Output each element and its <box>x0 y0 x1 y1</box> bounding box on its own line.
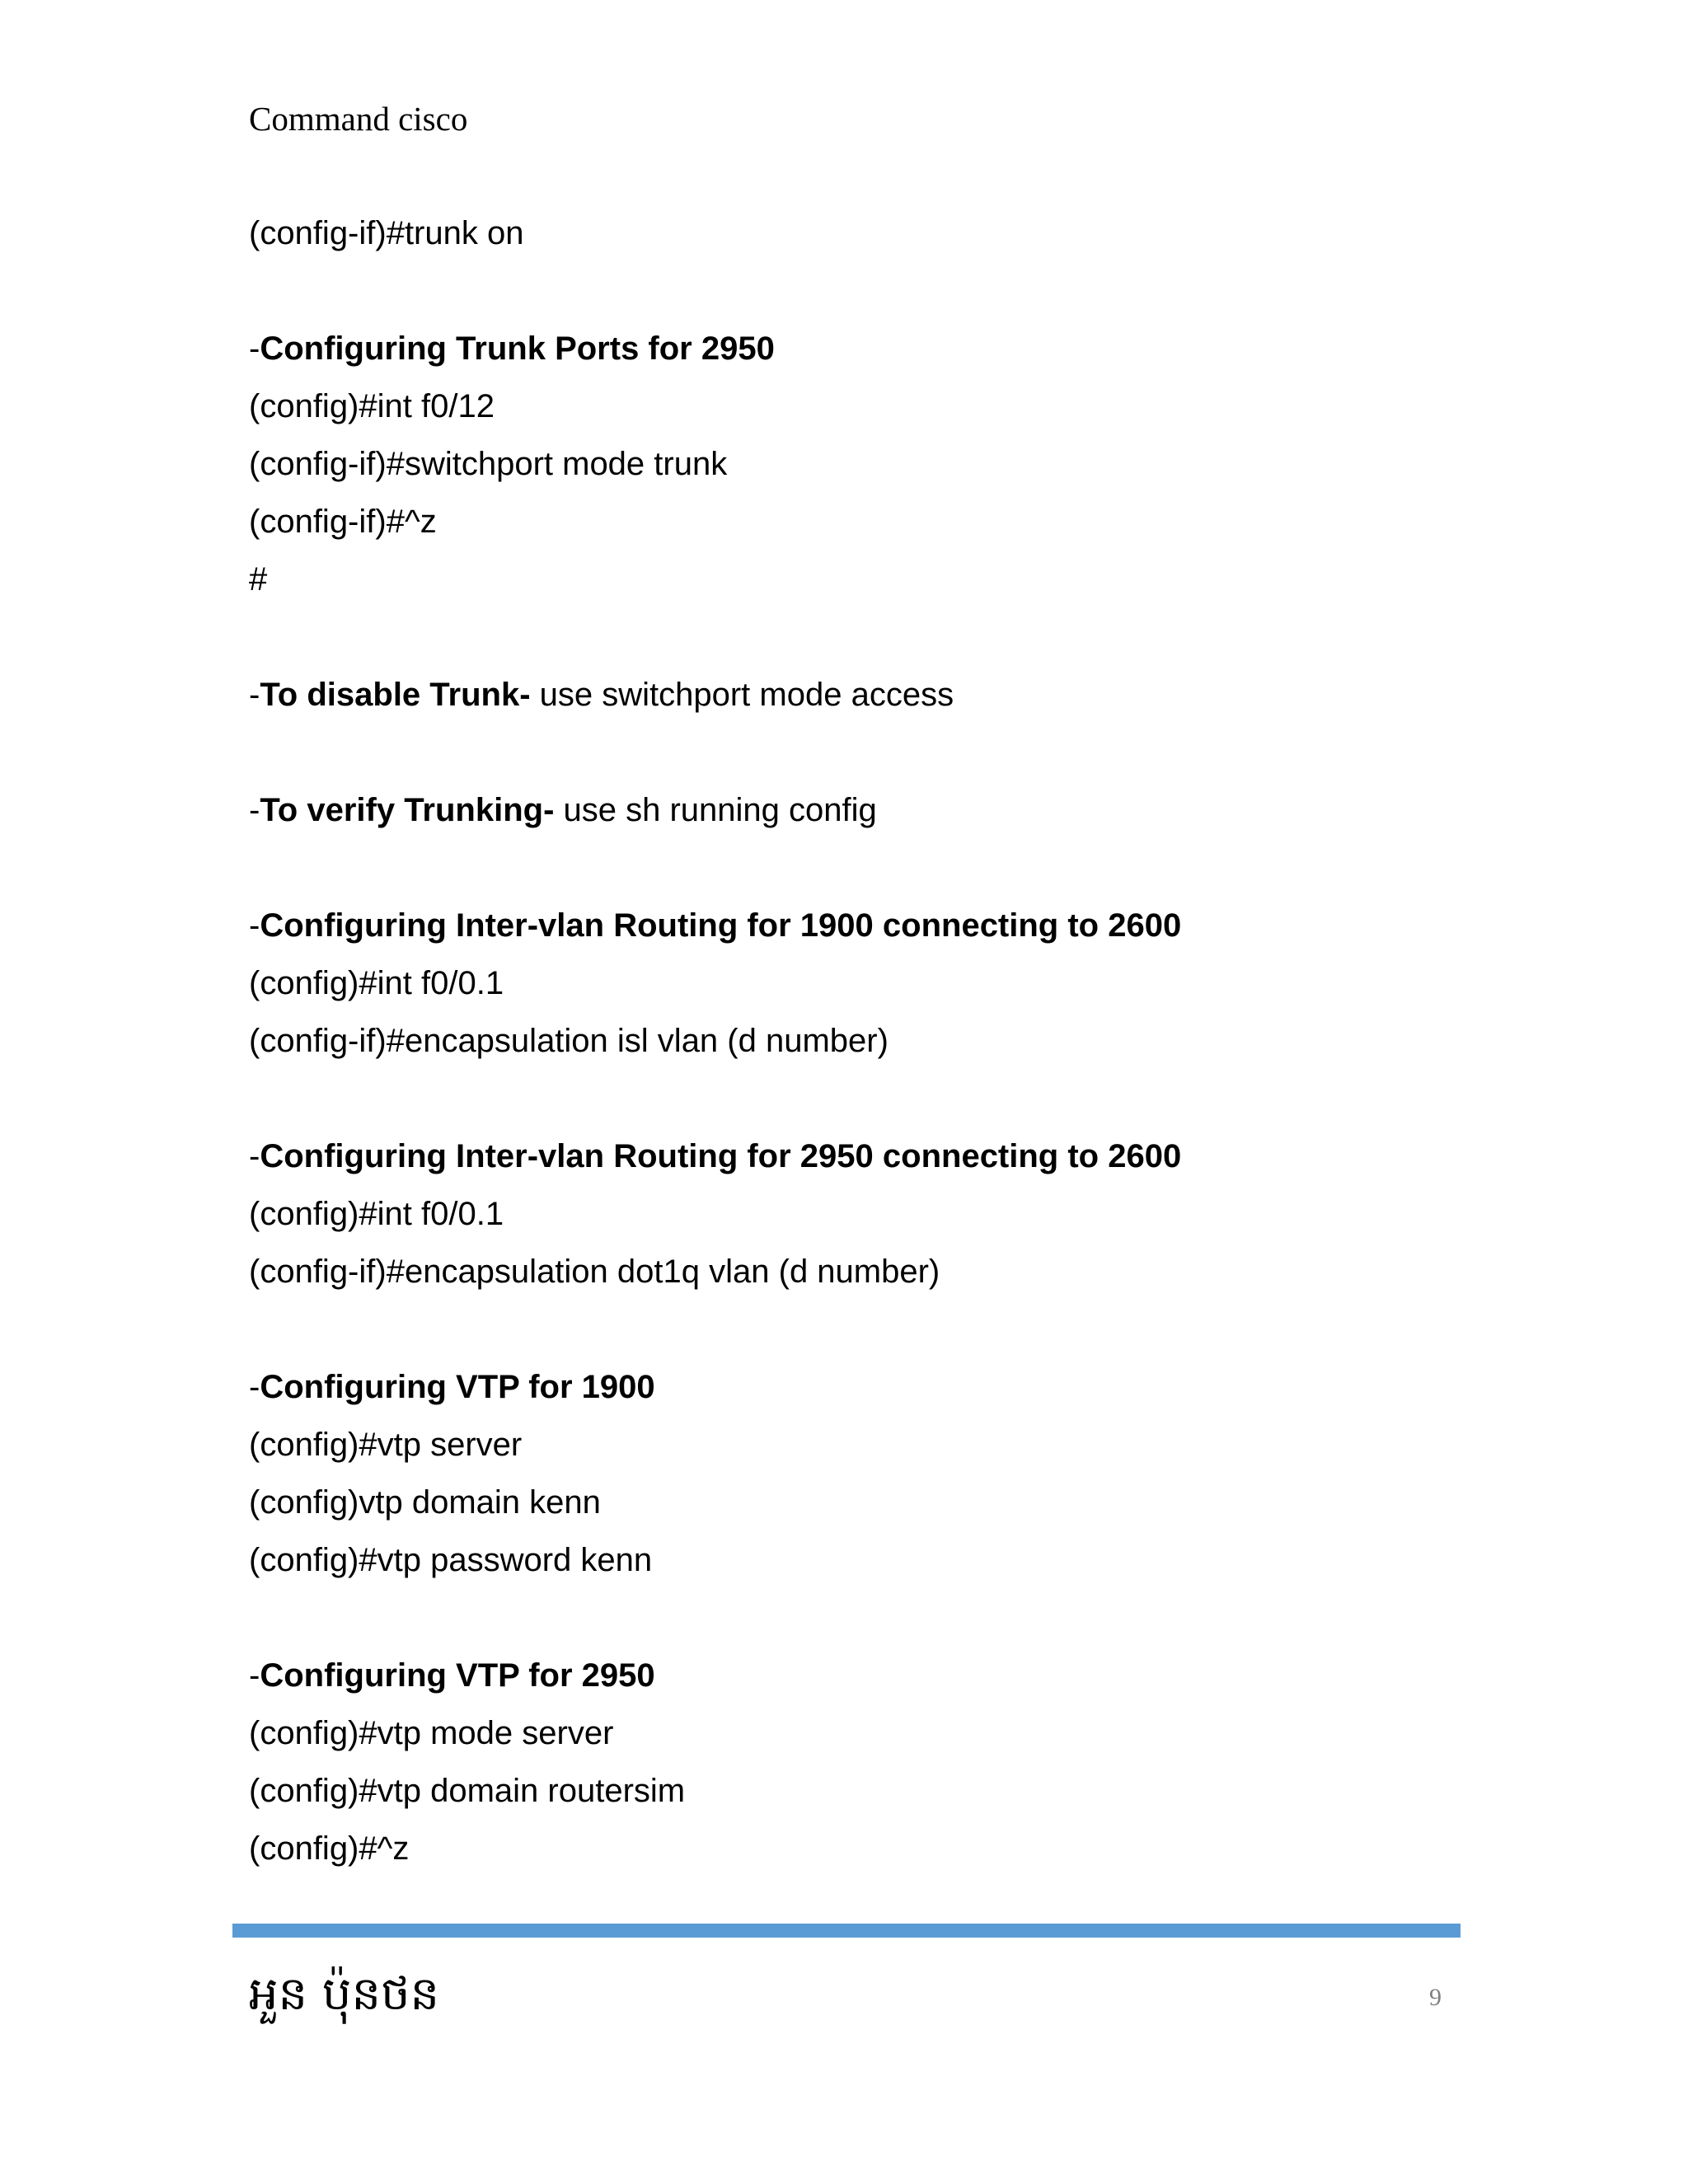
note-dash: - <box>249 792 260 828</box>
note-verify-trunking <box>249 781 1181 839</box>
heading-dash: - <box>249 330 260 367</box>
spacer <box>249 1301 1181 1358</box>
section-heading-trunk-2950 <box>249 320 1181 377</box>
page-number: 9 <box>1429 1984 1442 2011</box>
note-dash: - <box>249 677 260 713</box>
footer-divider <box>232 1924 1461 1938</box>
command-line: (config-if)#^z <box>249 504 437 540</box>
note-text: use sh running config <box>554 792 877 828</box>
command-line: (config-if)#encapsulation dot1q vlan (d number) <box>249 1254 940 1290</box>
section-heading-intervlan-1900 <box>249 897 1181 954</box>
spacer <box>249 839 1181 897</box>
command-line: (config-if)#switchport mode trunk <box>249 446 728 482</box>
spacer <box>249 1070 1181 1127</box>
spacer <box>249 724 1181 781</box>
page-header-title: Command cisco <box>249 100 468 138</box>
heading-text: Configuring VTP for 2950 <box>260 1657 655 1694</box>
heading-text: Configuring Inter-vlan Routing for 2950 connecting to 2600 <box>260 1138 1182 1174</box>
spacer <box>249 262 1181 320</box>
note-disable-trunk <box>249 666 1181 724</box>
spacer <box>249 1589 1181 1647</box>
command-line: (config)#int f0/0.1 <box>249 965 504 1001</box>
command-line: (config)#^z <box>249 1830 410 1867</box>
command-line: (config)#vtp password kenn <box>249 1542 653 1578</box>
command-line: (config)#vtp domain routersim <box>249 1773 686 1809</box>
footer-author-name: អួន ប៉ុនថន <box>249 1967 440 2021</box>
command-line: (config)#vtp server <box>249 1427 523 1463</box>
heading-text: Configuring Trunk Ports for 2950 <box>260 330 775 367</box>
section-heading-intervlan-2950 <box>249 1127 1181 1185</box>
spacer <box>249 608 1181 666</box>
heading-dash: - <box>249 1138 260 1174</box>
command-line: # <box>249 561 268 598</box>
heading-text: Configuring VTP for 1900 <box>260 1369 655 1405</box>
document-body <box>249 204 1181 1877</box>
command-line: (config)#int f0/12 <box>249 388 495 424</box>
heading-text: Configuring Inter-vlan Routing for 1900 connecting to 2600 <box>260 907 1182 944</box>
section-heading-vtp-2950 <box>249 1647 1181 1704</box>
command-line: (config-if)#trunk on <box>249 215 524 251</box>
heading-dash: - <box>249 1369 260 1405</box>
command-line: (config)vtp domain kenn <box>249 1484 601 1521</box>
note-text: use switchport mode access <box>530 677 954 713</box>
command-line: (config-if)#encapsulation isl vlan (d number) <box>249 1023 889 1059</box>
note-label: To disable Trunk- <box>260 677 531 713</box>
heading-dash: - <box>249 907 260 944</box>
section-heading-vtp-1900 <box>249 1358 1181 1416</box>
command-line: (config)#vtp mode server <box>249 1715 614 1751</box>
heading-dash: - <box>249 1657 260 1694</box>
command-line: (config)#int f0/0.1 <box>249 1196 504 1232</box>
note-label: To verify Trunking- <box>260 792 555 828</box>
